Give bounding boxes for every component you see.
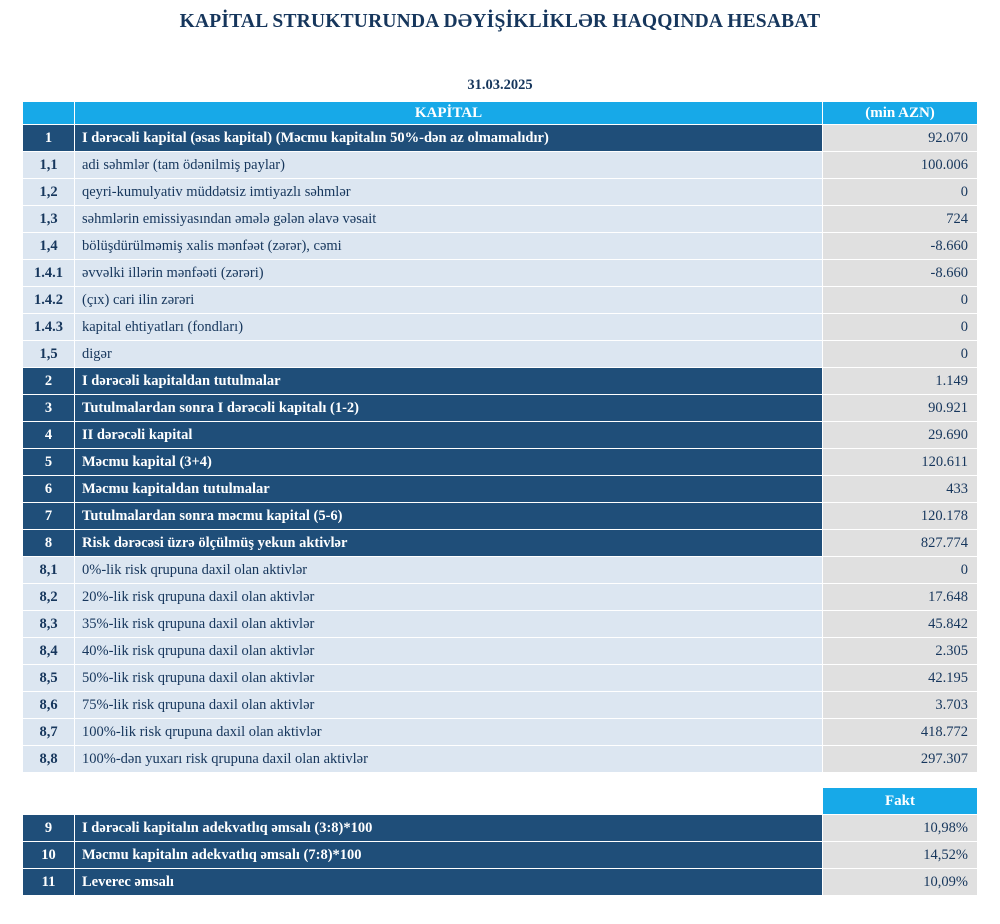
row-value: 418.772 — [823, 719, 978, 746]
row-num: 8 — [23, 530, 75, 557]
row-num: 8,6 — [23, 692, 75, 719]
table-row — [23, 692, 978, 719]
capital-table-body — [23, 125, 978, 773]
row-num: 7 — [23, 503, 75, 530]
row-num: 1,3 — [23, 206, 75, 233]
row-value: 724 — [823, 206, 978, 233]
header-num — [23, 102, 75, 125]
row-value: 42.195 — [823, 665, 978, 692]
row-value: 14,52% — [823, 842, 978, 869]
table-row — [23, 746, 978, 773]
table-row — [23, 869, 978, 896]
row-value: 17.648 — [823, 584, 978, 611]
row-label: qeyri-kumulyativ müddətsiz imtiyazlı səhmlər — [75, 179, 823, 206]
row-value: 297.307 — [823, 746, 978, 773]
table-row — [23, 449, 978, 476]
row-label: kapital ehtiyatları (fondları) — [75, 314, 823, 341]
table-row — [23, 152, 978, 179]
row-value: 433 — [823, 476, 978, 503]
row-num: 1,1 — [23, 152, 75, 179]
ratio-header-value: Fakt — [823, 788, 978, 815]
row-num: 8,8 — [23, 746, 75, 773]
row-label: digər — [75, 341, 823, 368]
row-num: 8,4 — [23, 638, 75, 665]
row-label: II dərəcəli kapital — [75, 422, 823, 449]
row-value: 90.921 — [823, 395, 978, 422]
row-label: 20%-lik risk qrupuna daxil olan aktivlər — [75, 584, 823, 611]
row-num: 2 — [23, 368, 75, 395]
table-row — [23, 287, 978, 314]
header-value: (min AZN) — [823, 102, 978, 125]
table-row — [23, 719, 978, 746]
row-num: 8,2 — [23, 584, 75, 611]
header-label: KAPİTAL — [75, 102, 823, 125]
row-label: səhmlərin emissiyasından əmələ gələn əlavə vəsait — [75, 206, 823, 233]
row-value: 0 — [823, 179, 978, 206]
table-row — [23, 584, 978, 611]
row-value: 10,98% — [823, 815, 978, 842]
table-row — [23, 842, 978, 869]
row-label: 75%-lik risk qrupuna daxil olan aktivlər — [75, 692, 823, 719]
row-value: 0 — [823, 341, 978, 368]
row-label: 35%-lik risk qrupuna daxil olan aktivlər — [75, 611, 823, 638]
row-num: 1,5 — [23, 341, 75, 368]
table-row — [23, 341, 978, 368]
row-value: 29.690 — [823, 422, 978, 449]
row-value: 45.842 — [823, 611, 978, 638]
row-value: 1.149 — [823, 368, 978, 395]
row-value: 120.178 — [823, 503, 978, 530]
row-value: 0 — [823, 557, 978, 584]
row-label: 0%-lik risk qrupuna daxil olan aktivlər — [75, 557, 823, 584]
table-row — [23, 557, 978, 584]
row-label: bölüşdürülməmiş xalis mənfəət (zərər), cəmi — [75, 233, 823, 260]
row-num: 8,1 — [23, 557, 75, 584]
table-row — [23, 665, 978, 692]
ratio-header-num — [23, 788, 75, 815]
row-label: I dərəcəli kapital (əsas kapital) (Məcmu kapitalın 50%-dən az olmamalıdır) — [75, 125, 823, 152]
ratio-table-body — [23, 815, 978, 896]
table-row — [23, 179, 978, 206]
table-row — [23, 233, 978, 260]
capital-structure-table — [22, 101, 978, 773]
ratio-section — [22, 787, 978, 896]
table-header-row — [23, 102, 978, 125]
row-value: -8.660 — [823, 233, 978, 260]
row-label: 40%-lik risk qrupuna daxil olan aktivlər — [75, 638, 823, 665]
row-num: 11 — [23, 869, 75, 896]
row-label: Tutulmalardan sonra I dərəcəli kapitalı (1-2) — [75, 395, 823, 422]
row-num: 4 — [23, 422, 75, 449]
ratio-header-label — [75, 788, 823, 815]
row-label: Tutulmalardan sonra məcmu kapital (5-6) — [75, 503, 823, 530]
table-row — [23, 422, 978, 449]
row-num: 8,5 — [23, 665, 75, 692]
row-label: (çıx) cari ilin zərəri — [75, 287, 823, 314]
table-row — [23, 368, 978, 395]
row-value: 0 — [823, 314, 978, 341]
table-row — [23, 638, 978, 665]
row-value: 2.305 — [823, 638, 978, 665]
row-num: 1,4 — [23, 233, 75, 260]
row-num: 1.4.1 — [23, 260, 75, 287]
row-value: -8.660 — [823, 260, 978, 287]
table-row — [23, 815, 978, 842]
row-value: 120.611 — [823, 449, 978, 476]
row-label: 50%-lik risk qrupuna daxil olan aktivlər — [75, 665, 823, 692]
row-label: Məcmu kapitalın adekvatlıq əmsalı (7:8)*100 — [75, 842, 823, 869]
row-num: 5 — [23, 449, 75, 476]
table-row — [23, 530, 978, 557]
page-title: KAPİTAL STRUKTURUNDA DƏYİŞİKLİKLƏR HAQQINDA HESABAT — [179, 11, 821, 32]
table-row — [23, 611, 978, 638]
row-num: 9 — [23, 815, 75, 842]
row-num: 8,3 — [23, 611, 75, 638]
row-num: 8,7 — [23, 719, 75, 746]
row-value: 0 — [823, 287, 978, 314]
table-row — [23, 125, 978, 152]
row-label: Məcmu kapital (3+4) — [75, 449, 823, 476]
row-label: I dərəcəli kapitaldan tutulmalar — [75, 368, 823, 395]
row-label: 100%-lik risk qrupuna daxil olan aktivlər — [75, 719, 823, 746]
row-num: 1 — [23, 125, 75, 152]
row-num: 1.4.2 — [23, 287, 75, 314]
report-date: 31.03.2025 — [467, 77, 533, 93]
row-label: I dərəcəli kapitalın adekvatlıq əmsalı (3:8)*100 — [75, 815, 823, 842]
row-label: 100%-dən yuxarı risk qrupuna daxil olan aktivlər — [75, 746, 823, 773]
table-row — [23, 395, 978, 422]
row-num: 6 — [23, 476, 75, 503]
row-value: 100.006 — [823, 152, 978, 179]
row-value: 827.774 — [823, 530, 978, 557]
row-value: 10,09% — [823, 869, 978, 896]
row-num: 10 — [23, 842, 75, 869]
table-row — [23, 476, 978, 503]
table-row — [23, 503, 978, 530]
row-label: adi səhmlər (tam ödənilmiş paylar) — [75, 152, 823, 179]
adequacy-ratio-table — [22, 787, 978, 896]
row-value: 3.703 — [823, 692, 978, 719]
row-num: 1,2 — [23, 179, 75, 206]
row-num: 1.4.3 — [23, 314, 75, 341]
row-label: Risk dərəcəsi üzrə ölçülmüş yekun aktivlər — [75, 530, 823, 557]
row-label: Məcmu kapitaldan tutulmalar — [75, 476, 823, 503]
table-row — [23, 206, 978, 233]
table-row — [23, 260, 978, 287]
table-row — [23, 314, 978, 341]
row-value: 92.070 — [823, 125, 978, 152]
row-num: 3 — [23, 395, 75, 422]
ratio-header-row — [23, 788, 978, 815]
row-label: Leverec əmsalı — [75, 869, 823, 896]
row-label: əvvəlki illərin mənfəəti (zərəri) — [75, 260, 823, 287]
